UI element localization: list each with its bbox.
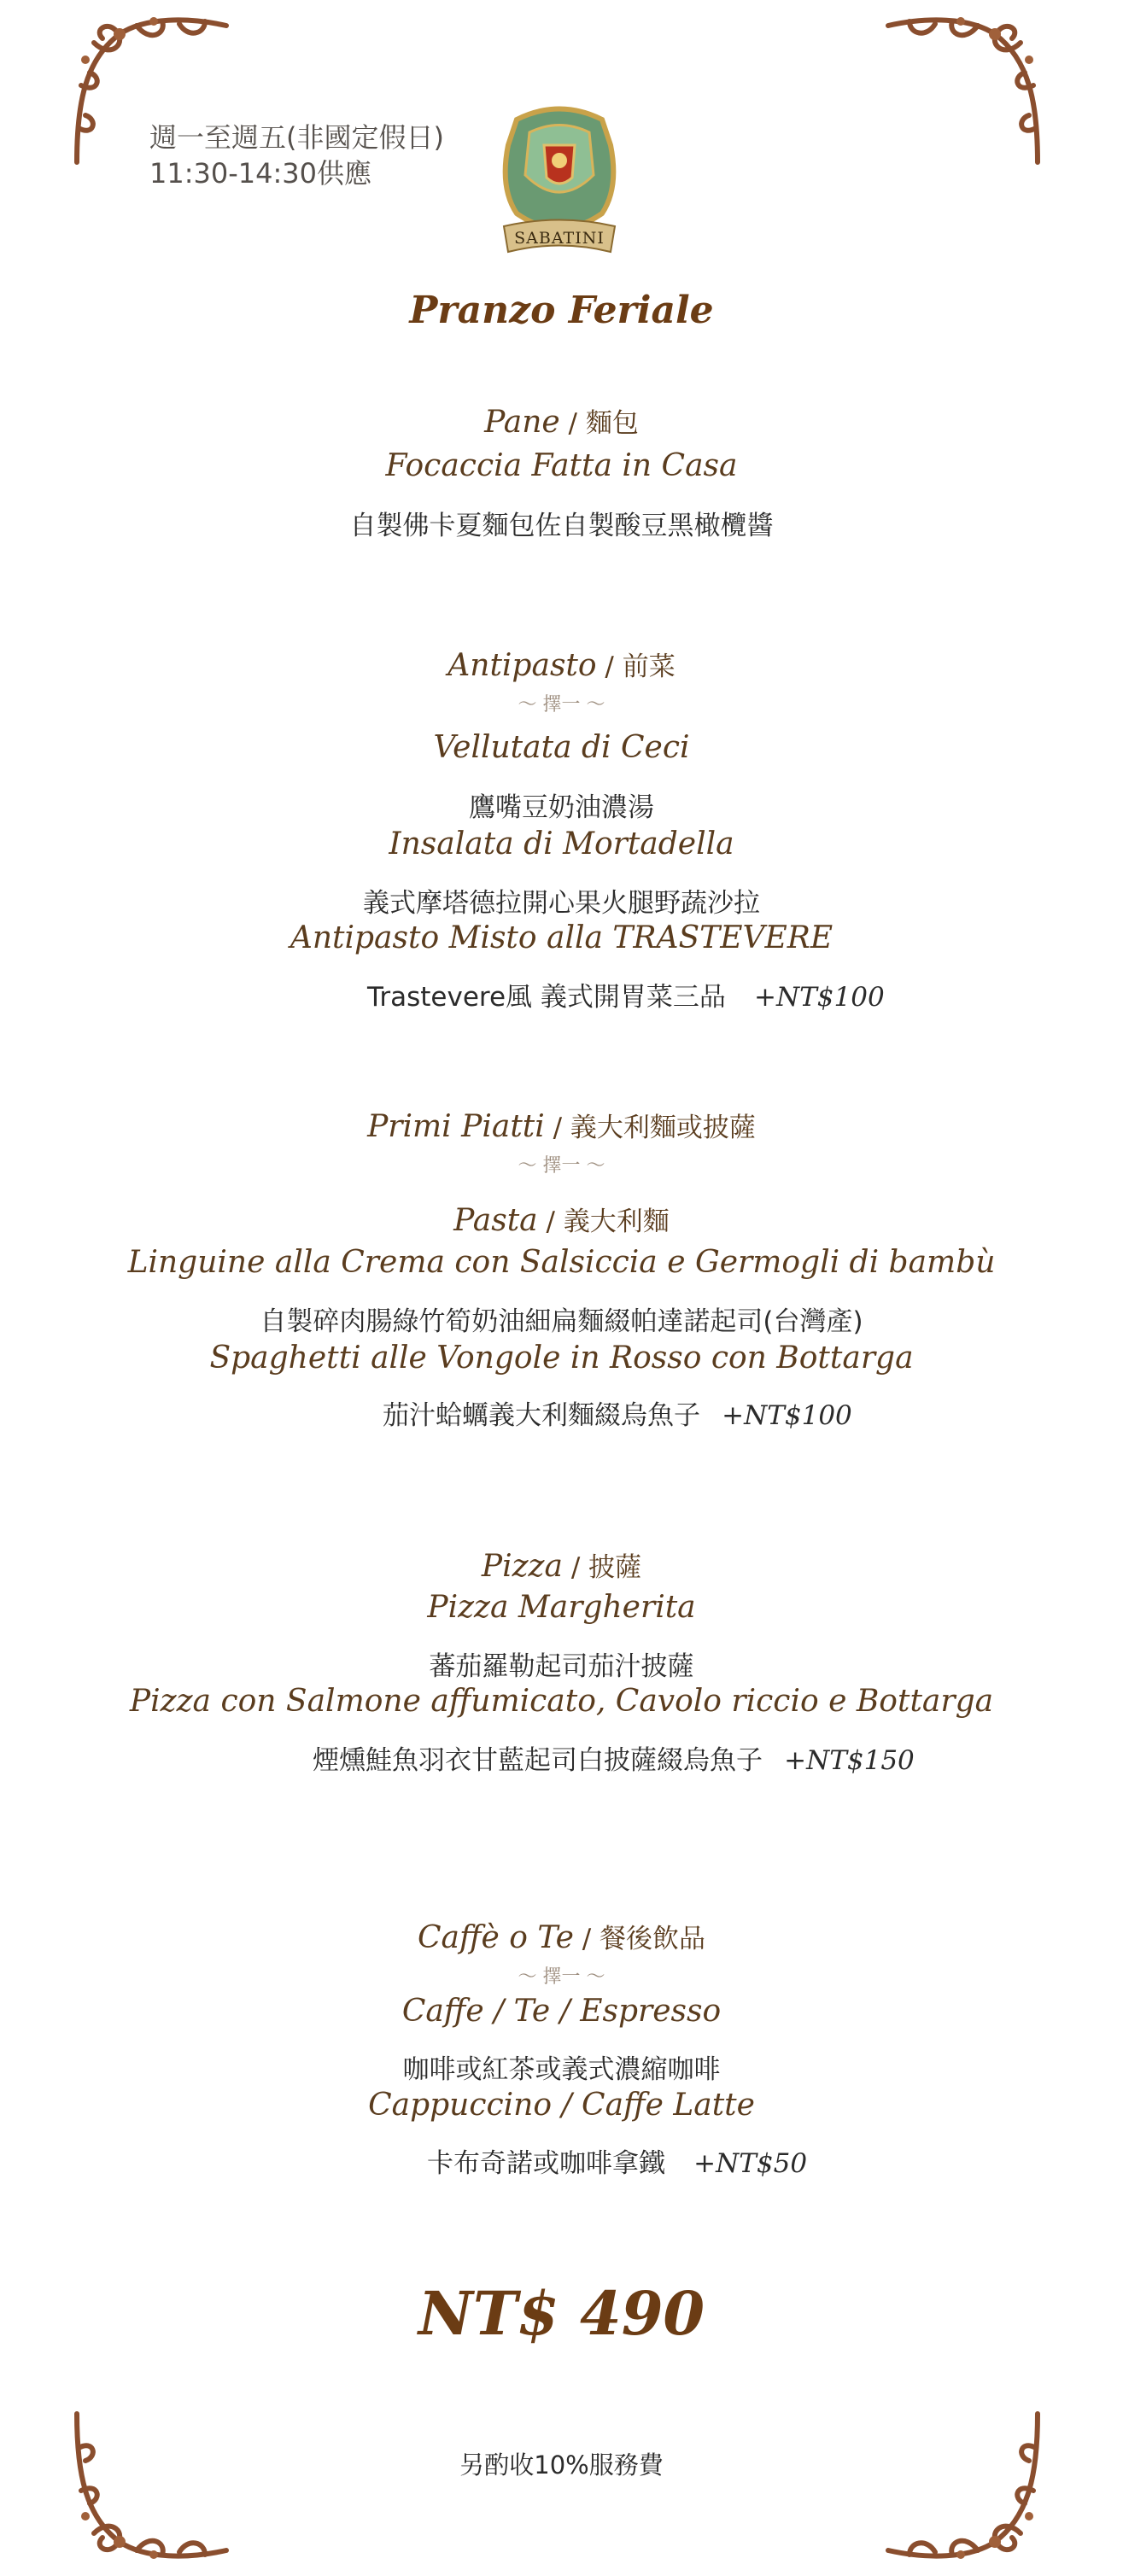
serving-days: 週一至週五(非國定假日): [149, 121, 444, 154]
service-charge-note: 另酌收10%服務費: [459, 2450, 664, 2480]
dish-chinese-name: 自製碎肉腸綠竹筍奶油細扁麵綴帕達諾起司(台灣產): [260, 1306, 863, 1337]
dish-italian-name: Pizza con Salmone affumicato, Cavolo riccio e Bottarga: [129, 1684, 994, 1719]
heading-italian: Caffè o Te: [417, 1920, 574, 1955]
dish-italian-name: Antipasto Misto alla TRASTEVERE: [290, 920, 833, 955]
serving-hours: [149, 120, 444, 191]
restaurant-logo: [491, 94, 628, 265]
dish-italian-name: Linguine alla Crema con Salsiccia e Germogli di bambù: [127, 1245, 996, 1280]
subsection-heading-pasta: [0, 1200, 1123, 1238]
heading-separator: /: [573, 1924, 600, 1954]
dish-italian-name: Insalata di Mortadella: [389, 827, 734, 862]
dish-italian-name: Vellutata di Ceci: [433, 730, 690, 765]
section-heading-caffe: [0, 1917, 1123, 1955]
dish-chinese-name: 咖啡或紅茶或義式濃縮咖啡: [402, 2054, 721, 2085]
dish-italian-name: Spaghetti alle Vongole in Rosso con Bottarga: [209, 1341, 914, 1376]
dish-chinese-name: 茄汁蛤蠣義大利麵綴烏魚子: [383, 1400, 700, 1431]
heading-chinese: 披薩: [588, 1552, 642, 1583]
corner-ornament-top-right: [884, 9, 1046, 171]
dish-italian-name: Focaccia Fatta in Casa: [385, 448, 738, 483]
menu-title: Pranzo Feriale: [409, 289, 714, 332]
surcharge-label: +NT$100: [754, 982, 885, 1013]
heading-chinese: 前菜: [622, 651, 676, 682]
section-heading-antipasto: [0, 645, 1123, 683]
heading-separator: /: [596, 651, 623, 682]
heading-italian: Pane: [484, 405, 560, 440]
surcharge-label: +NT$150: [784, 1745, 915, 1776]
dish-chinese-line: [367, 975, 885, 1013]
corner-ornament-bottom-left: [68, 2405, 231, 2567]
choose-one-note: ～ 擇一 ～: [518, 1155, 605, 1177]
dish-chinese-line: [313, 1738, 915, 1777]
heading-italian: Antipasto: [447, 648, 597, 683]
heading-chinese: 義大利麵: [563, 1206, 670, 1237]
dish-chinese-name: 自製佛卡夏麵包佐自製酸豆黑橄欖醬: [349, 511, 774, 541]
heading-separator: /: [537, 1206, 564, 1237]
scroll-ornament-icon: [884, 2405, 1046, 2567]
section-heading-pane: [0, 401, 1123, 440]
serving-time: 11:30-14:30供應: [149, 157, 371, 190]
dish-chinese-line: [383, 1393, 852, 1432]
heading-italian: Pasta: [453, 1203, 538, 1238]
heading-italian: Primi Piatti: [367, 1109, 545, 1144]
scroll-ornament-icon: [68, 2405, 231, 2567]
logo-wordmark: SABATINI: [514, 229, 605, 248]
corner-ornament-bottom-right: [884, 2405, 1046, 2567]
scroll-ornament-icon: [884, 9, 1046, 171]
surcharge-label: +NT$100: [722, 1400, 852, 1431]
dish-chinese-name: 義式摩塔德拉開心果火腿野蔬沙拉: [363, 888, 760, 919]
heading-chinese: 義大利麵或披薩: [570, 1113, 756, 1143]
dish-chinese-name: 鷹嘴豆奶油濃湯: [469, 792, 654, 823]
dish-chinese-name: 蕃茄羅勒起司茄汁披薩: [429, 1651, 694, 1682]
subsection-heading-pizza: [0, 1545, 1123, 1584]
choose-one-note: ～ 擇一 ～: [518, 1966, 605, 1988]
surcharge-label: +NT$50: [693, 2148, 808, 2179]
heading-separator: /: [562, 1552, 589, 1583]
dish-italian-name: Caffe / Te / Espresso: [401, 1994, 722, 2029]
dish-italian-name: Pizza Margherita: [427, 1590, 696, 1625]
choose-one-note: ～ 擇一 ～: [518, 694, 605, 716]
section-heading-primi: [0, 1106, 1123, 1144]
dish-chinese-name: 卡布奇諾或咖啡拿鐵: [427, 2148, 665, 2179]
heading-chinese: 麵包: [585, 408, 639, 439]
dish-chinese-name: 煙燻鮭魚羽衣甘藍起司白披薩綴烏魚子: [313, 1745, 763, 1776]
heading-chinese: 餐後飲品: [600, 1924, 706, 1954]
heading-italian: Pizza: [481, 1549, 563, 1584]
dish-italian-name: Cappuccino / Caffe Latte: [368, 2088, 755, 2123]
heading-separator: /: [559, 408, 586, 439]
heading-separator: /: [544, 1113, 570, 1143]
dish-chinese-name: Trastevere風 義式開胃菜三品: [367, 982, 726, 1013]
set-price: NT$ 490: [418, 2278, 705, 2349]
dish-chinese-line: [427, 2141, 807, 2180]
